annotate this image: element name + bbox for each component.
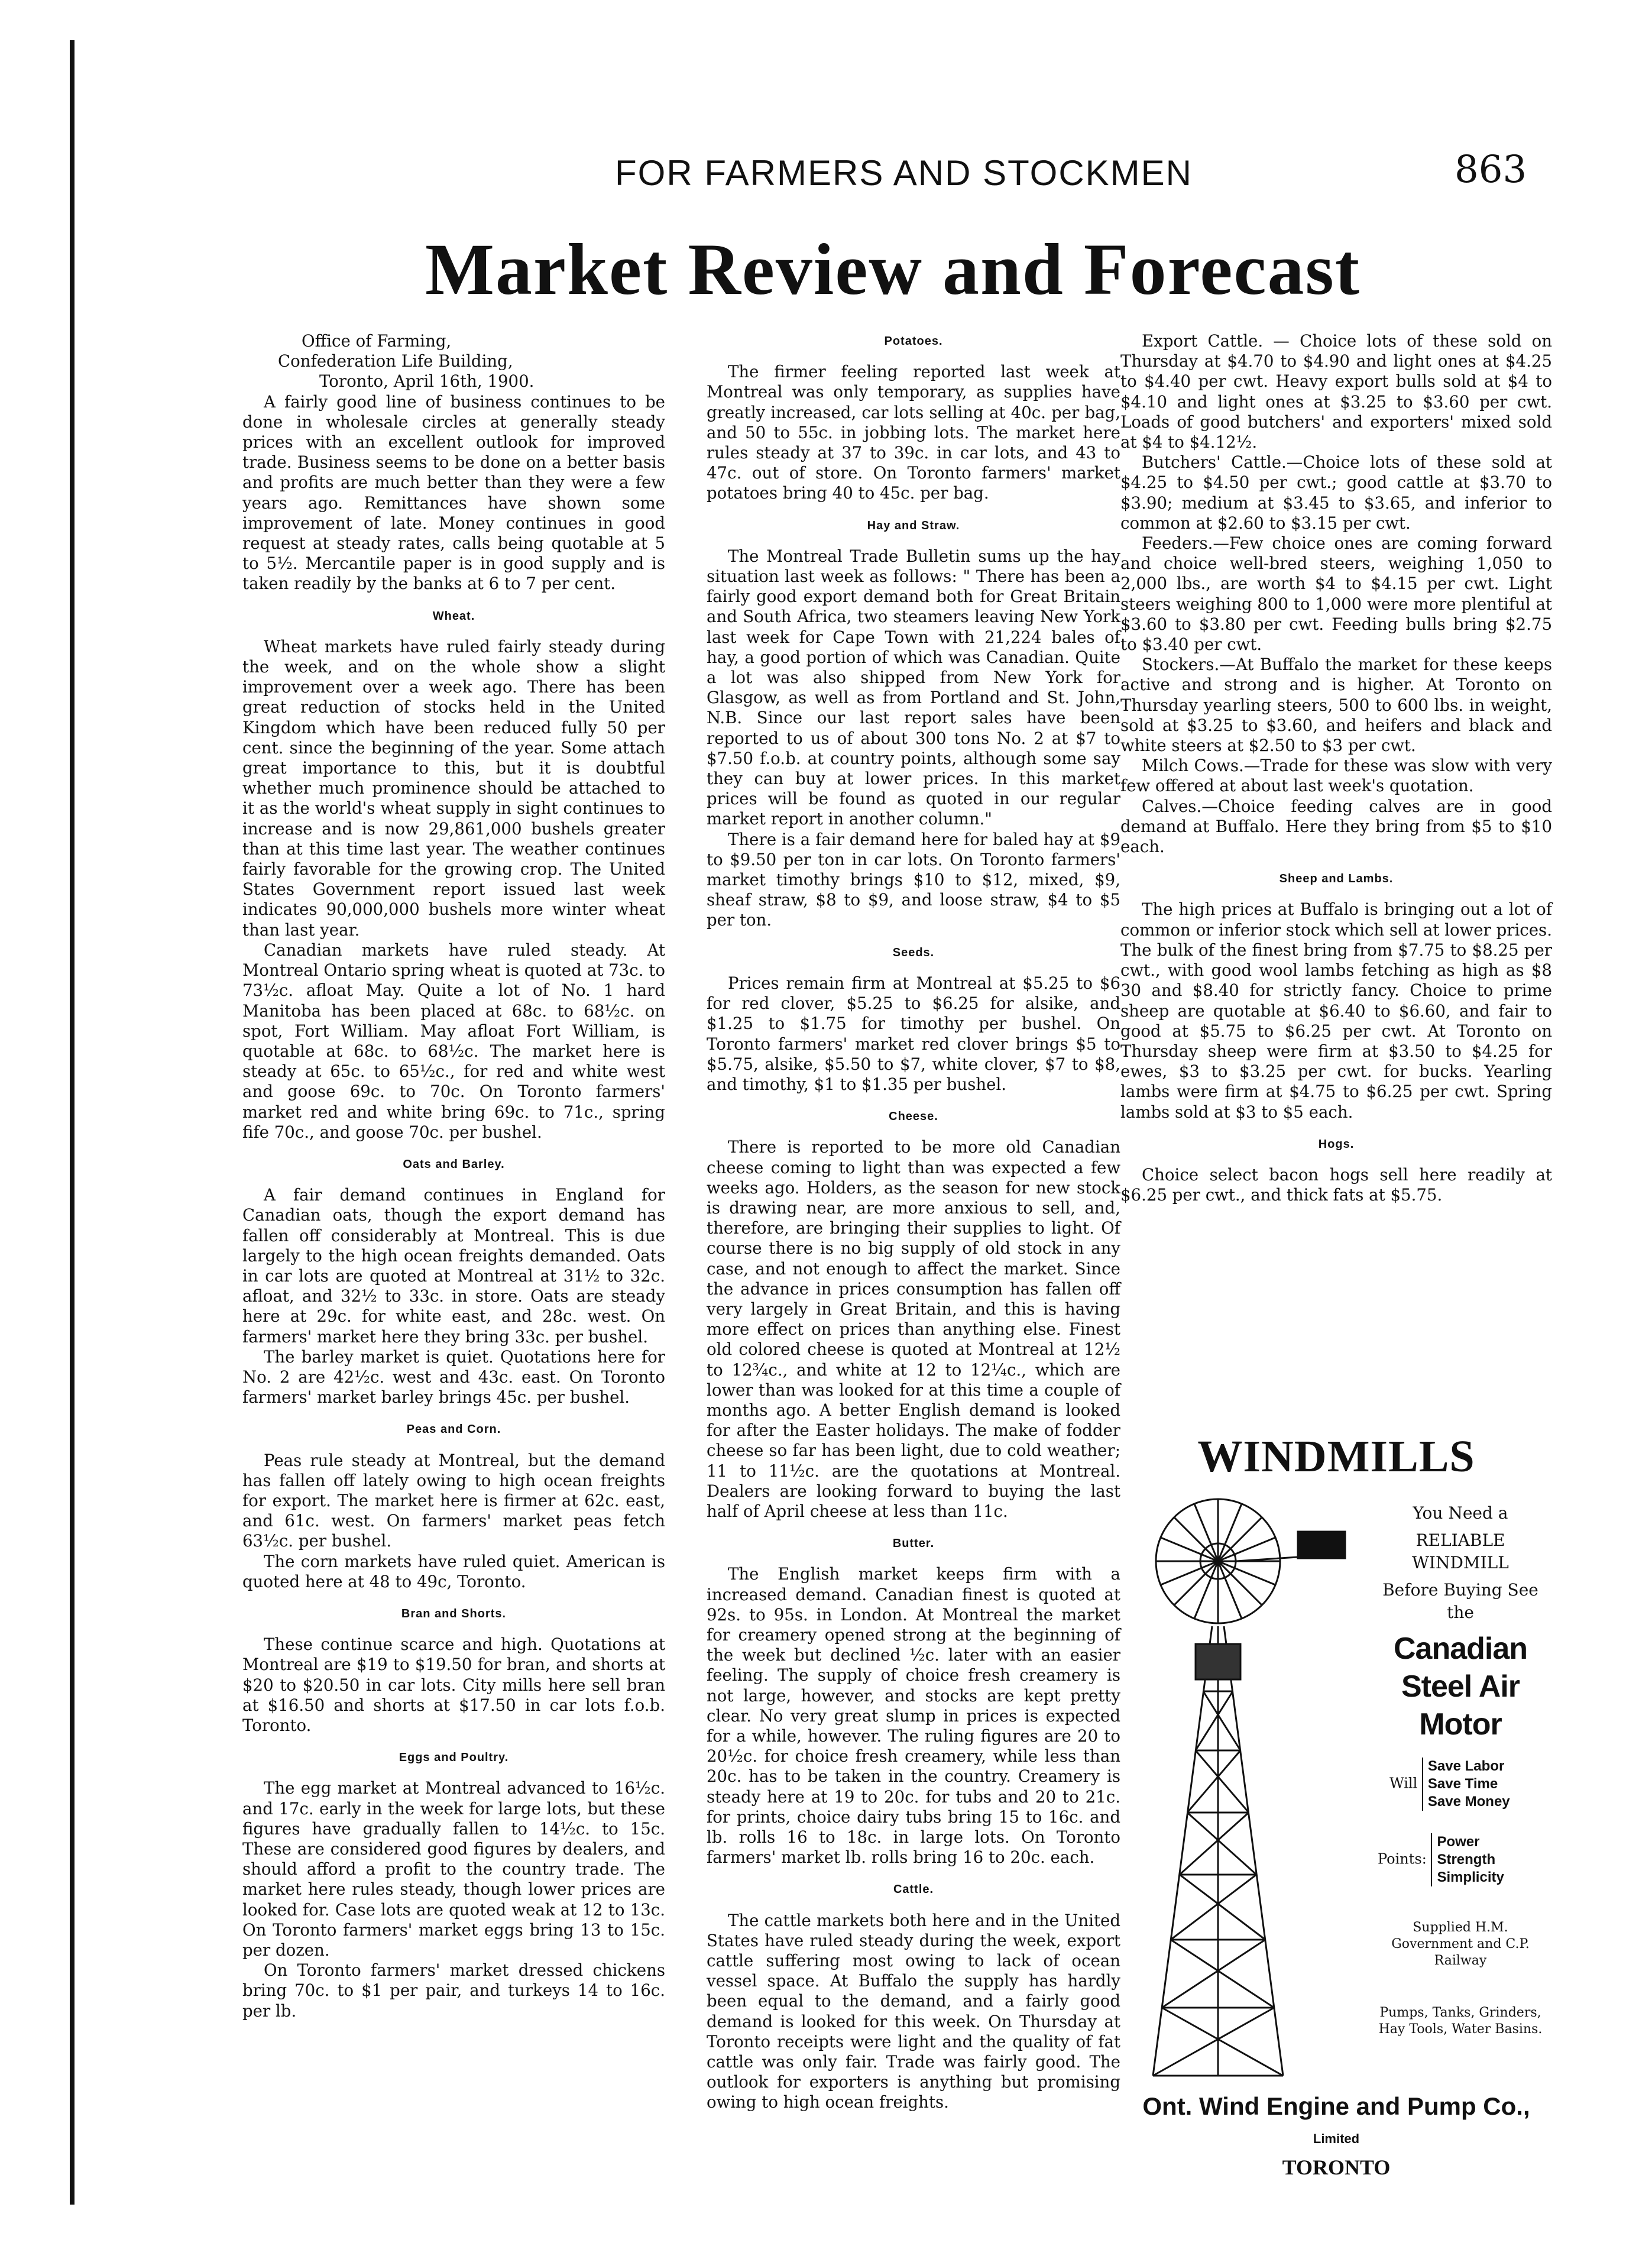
- section-heading-bran: Bran and Shorts.: [401, 1607, 507, 1620]
- intro-paragraph: A fairly good line of business continues to be done in wholesale circles at generally steady prices with an excellent outlook for improved trade. Business seems to be done on a better basis and profits are much better than they were a few years ago. Remittances have shown some improvement of late. Money continues in good request at steady rates, calls being quotable at 5 to 5½. Mercantile paper is in good supply and is taken readily by the banks at 6 to 7 per cent.: [242, 391, 665, 594]
- paragraph: The Montreal Trade Bulletin sums up the hay situation last week as follows: " There has been a fairly good export demand both for Great Britain and South Africa, two steamers leaving New York last week for Cape Town with 21,224 bales of hay, a good portion of which was Canadian. Quite a lot was also shipped from New York for Glasgow, as well as from Portland and St. John, N.B. Since our last report sales have been reported to us of about 300 tons No. 2 at $7 to $7.50 f.o.b. at country points, although some say they can buy at lower prices. In this market prices will be found as quoted in our regular market report in another column.": [707, 546, 1120, 829]
- ad-title: WINDMILLS: [1197, 1432, 1475, 1481]
- left-margin-rule: [70, 40, 74, 2205]
- paragraph: The corn markets have ruled quiet. American is quoted here at 48 to 49c, Toronto.: [242, 1551, 665, 1591]
- windmill-illustration: [1129, 1490, 1378, 2088]
- paragraph: Peas rule steady at Montreal, but the demand has fallen off lately owing to high ocean freights for export. The market here is firmer at 62c. east, and 61c. west. On farmers' market peas fetch 63½c. per bushel.: [242, 1450, 665, 1551]
- ad-products: Pumps, Tanks, Grinders, Hay Tools, Water Basins.: [1378, 2005, 1543, 2037]
- paragraph: Butchers' Cattle.—Choice lots of these sold at $4.25 to $4.50 per cwt.; good cattle at $3.70 to $3.90; medium at $3.45 to $3.65, and inferior to common at $2.60 to $3.15 per cwt.: [1120, 452, 1552, 533]
- paragraph: Milch Cows.—Trade for these was slow with very few offered at about last week's quotation.: [1120, 756, 1552, 796]
- ad-points-group: [1372, 1833, 1549, 1886]
- ad-line: RELIABLE: [1415, 1530, 1505, 1550]
- ad-line: the: [1447, 1603, 1474, 1622]
- section-heading-sheep: Sheep and Lambs.: [1279, 872, 1394, 886]
- ad-line: Before Buying See: [1382, 1580, 1538, 1600]
- section-heading-peas: Peas and Corn.: [406, 1423, 501, 1436]
- paragraph: Prices remain firm at Montreal at $5.25 to $6 for red clover, $5.25 to $6.25 for alsike, and $1.25 to $1.75 for timothy per bushel. On Toronto farmers' market red clover brings $5 to $5.75, alsike, $5.50 to $7, white clover, $7 to $8, and timothy, $1 to $1.35 per bushel.: [707, 973, 1120, 1094]
- column-2: [707, 331, 1120, 2113]
- windmill-advertisement: [1123, 1431, 1549, 2179]
- ad-limited: Limited: [1313, 2131, 1360, 2146]
- paragraph: These continue scarce and high. Quotations at Montreal are $19 to $19.50 for bran, and shorts at $20 to $20.50 in car lots. City mills here sell bran at $16.50 and shorts at $17.50 in car lots f.o.b. Toronto.: [242, 1635, 665, 1735]
- page-number: 863: [1455, 148, 1527, 192]
- section-heading-butter: Butter.: [892, 1537, 935, 1551]
- paragraph: Export Cattle. — Choice lots of these sold on Thursday at $4.70 to $4.90 and light ones at $4.25 to $4.40 per cwt. Heavy export bulls sold at $4 to $4.10 and light ones at $3.25 to $3.60 per cwt. Loads of good butchers' and exporters' mixed sold at $4 to $4.12½.: [1120, 331, 1552, 452]
- address-line: Toronto, April 16th, 1900.: [319, 371, 535, 391]
- section-heading-cattle: Cattle.: [893, 1883, 934, 1896]
- ad-footer: [1123, 2092, 1549, 2182]
- ad-city: TORONTO: [1282, 2156, 1391, 2179]
- ad-will-item: Save Money: [1427, 1794, 1510, 1810]
- paragraph: Choice select bacon hogs sell here readily at $6.25 per cwt., and thick fats at $5.75.: [1120, 1164, 1552, 1205]
- section-heading-cheese: Cheese.: [889, 1110, 938, 1124]
- section-heading-eggs: Eggs and Poultry.: [399, 1751, 509, 1765]
- ad-will-item: Save Time: [1427, 1776, 1498, 1792]
- ad-points-item: Simplicity: [1437, 1869, 1504, 1885]
- column-1: [242, 331, 665, 2021]
- section-heading-hogs: Hogs.: [1318, 1137, 1355, 1151]
- paragraph: Feeders.—Few choice ones are coming forward and choice well-bred steers, weighing 1,050 to 2,000 lbs., are worth $4 to $4.15 per cwt. Light steers weighing 800 to 1,000 were more plentiful at $3.60 to $3.80 per cwt. Feeding bulls bring $2.75 to $3.40 per cwt.: [1120, 533, 1552, 655]
- ad-points-item: Power: [1437, 1834, 1480, 1850]
- column-3: [1120, 331, 1552, 1205]
- ad-will-label: Will: [1389, 1775, 1418, 1792]
- ad-points-label: Points:: [1378, 1850, 1427, 1868]
- paragraph: Wheat markets have ruled fairly steady during the week, and on the whole show a slight improvement over a week ago. There has been great reduction of stocks held in the United Kingdom which have been reduced fully 50 per cent. since the beginning of the year. Some attach great importance to this, but it is doubtful whether much prominence should be attached to it as the world's wheat supply in sight continues to increase and is now 29,861,000 bushels greater than at this time last year. The weather continues fairly favorable for the growing crop. The United States Government report issued last week indicates 90,000,000 bushels more winter wheat than last year.: [242, 636, 665, 940]
- running-head: FOR FARMERS AND STOCKMEN: [615, 153, 1193, 193]
- paragraph: There is a fair demand here for baled hay at $9 to $9.50 per ton in car lots. On Toronto farmers' market timothy brings $10 to $12, mixed, $9, sheaf straw, $8 to $9, and loose straw, $4 to $5 per ton.: [707, 829, 1120, 930]
- paragraph: The barley market is quiet. Quotations here for No. 2 are 42½c. west and 43c. east. On Toronto farmers' market barley brings 45c. per bushel.: [242, 1347, 665, 1407]
- paragraph: On Toronto farmers' market dressed chickens bring 70c. to $1 per pair, and turkeys 14 to 16c. per lb.: [242, 1960, 665, 2021]
- address-line: Office of Farming,: [302, 331, 452, 351]
- section-heading-seeds: Seeds.: [892, 946, 935, 959]
- ad-brand: Canadian Steel Air Motor: [1393, 1632, 1528, 1742]
- ad-will-item: Save Labor: [1427, 1758, 1505, 1774]
- ad-will-group: [1372, 1758, 1549, 1811]
- ad-line: You Need a: [1413, 1503, 1508, 1523]
- paragraph: The egg market at Montreal advanced to 16½c. and 17c. early in the week for large lots, but these figures have gradually fallen to 14½c. to 15c. These are considered good figures by dealers, and should afford a profit to the country trade. The market here rules steady, though lower prices are looked for. Case lots are quoted weak at 12 to 13c. On Toronto farmers' market eggs bring 13 to 15c. per dozen.: [242, 1778, 665, 1960]
- ad-line: WINDMILL: [1412, 1553, 1509, 1572]
- paragraph: The firmer feeling reported last week at Montreal was only temporary, as supplies have greatly increased, car lots selling at 40c. per bag, and 50 to 55c. in jobbing lots. The market here rules steady at 37 to 39c. in car lots, and 43 to 47c. out of store. On Toronto farmers' market potatoes bring 40 to 45c. per bag.: [707, 362, 1120, 503]
- ad-supplied: Supplied H.M. Government and C.P. Railway: [1391, 1920, 1530, 1968]
- section-heading-oats: Oats and Barley.: [403, 1157, 505, 1171]
- paragraph: The high prices at Buffalo is bringing out a lot of common or inferior stock which sell at lower prices. The bulk of the finest bring from $7.75 to $8.25 per cwt., with good wool lambs fetching as high as $8 30 and $8.40 for strictly fancy. Choice to prime sheep are quotable at $6.40 to $6.60, and fair to good at $5.75 to $6.25 per cwt. At Toronto on Thursday sheep were firm at $3.50 to $4.25 for ewes, $3 to $3.25 per cwt. for bucks. Yearling lambs were firm at $4.75 to $6.25 per cwt. Spring lambs sold at $3 to $5 each.: [1120, 899, 1552, 1122]
- ad-points-item: Strength: [1437, 1852, 1496, 1868]
- paragraph: A fair demand continues in England for Canadian oats, though the export demand has fallen off considerably at Montreal. This is due largely to the high ocean freights demanded. Oats in car lots are quoted at Montreal at 31½ to 32c. afloat, and 32½ to 33c. in store. Oats are steady here at 29c. for white east, and 28c. west. On farmers' market here they bring 33c. per bushel.: [242, 1185, 665, 1347]
- page-title: Market Review and Forecast: [425, 229, 1361, 310]
- section-heading-hay: Hay and Straw.: [867, 519, 960, 532]
- section-heading-potatoes: Potatoes.: [884, 335, 943, 348]
- paragraph: Stockers.—At Buffalo the market for these keeps active and strong and is higher. At Toronto on Thursday yearling steers, 500 to 600 lbs. in weight, sold at $3.25 to $3.60, and heifers and black and white steers at $2.50 to $3 per cwt.: [1120, 655, 1552, 756]
- ad-company: Ont. Wind Engine and Pump Co.,: [1142, 2092, 1530, 2120]
- paragraph: The English market keeps firm with a increased demand. Canadian finest is quoted at 92s. to 95s. in London. At Montreal the market for creamery opened strong at the beginning of the week but declined ½c. later with an easier feeling. The supply of choice fresh creamery is not large, however, and stocks are kept pretty clear. No very great slump in prices is expected for a while, however. The ruling figures are 20 to 20½c. for choice fresh creamery, while less than 20c. has to be taken in the country. Creamery is steady here at 19 to 20c. for tubs and 20 to 21c. for prints, choice dairy tubs bring 15 to 16c. and lb. rolls 16 to 18c. in large lots. On Toronto farmers' market lb. rolls bring 16 to 20c. each.: [707, 1564, 1120, 1868]
- paragraph: There is reported to be more old Canadian cheese coming to light than was expected a few weeks ago. Holders, as the season for new stock is drawing near, are more anxious to sell, and, therefore, are bringing their supplies to light. Of course there is no big supply of old stock in any case, and not enough to affect the market. Since the advance in prices consumption has fallen off very largely in Great Britain, and this is having more effect on prices than anything else. Finest old colored cheese is quoted at Montreal at 12½ to 12¾c., and white at 12 to 12¼c., which are lower than was looked for at this time a couple of months ago. A better English demand is looked for after the Easter holidays. The make of fodder cheese so far has been light, due to cold weather; 11 to 11½c. are the quotations at Montreal. Dealers are looking forward to buying the last half of April cheese at less than 11c.: [707, 1137, 1120, 1521]
- paragraph: The cattle markets both here and in the United States have ruled steady during the week, export cattle suffering most owing to lack of ocean vessel space. At Buffalo the supply has hardly been equal to the demand, and a fairly good demand is looked for this week. On Thursday at Toronto receipts were light and the quality of fat cattle was only fair. Trade was fairly good. The outlook for exporters is anything but promising owing to high ocean freights.: [707, 1910, 1120, 2112]
- ad-copy: [1372, 1502, 1549, 2038]
- paragraph: Calves.—Choice feeding calves are in good demand at Buffalo. Here they bring from $5 to $10 each.: [1120, 796, 1552, 857]
- section-heading-wheat: Wheat.: [432, 609, 475, 623]
- paragraph: Canadian markets have ruled steady. At Montreal Ontario spring wheat is quoted at 73c. to 73½c. afloat May. Quite a lot of No. 1 hard Manitoba has been placed at 68c. to 68½c. on spot, Fort William. May afloat Fort William, is quotable at 68c. to 68½c. The market here is steady at 65c. to 65½c., for red and white west and goose 69c. to 70c. On Toronto farmers' market red and white bring 69c. to 71c., spring fife 70c., and goose 70c. per bushel.: [242, 940, 665, 1142]
- address-line: Confederation Life Building,: [278, 351, 513, 371]
